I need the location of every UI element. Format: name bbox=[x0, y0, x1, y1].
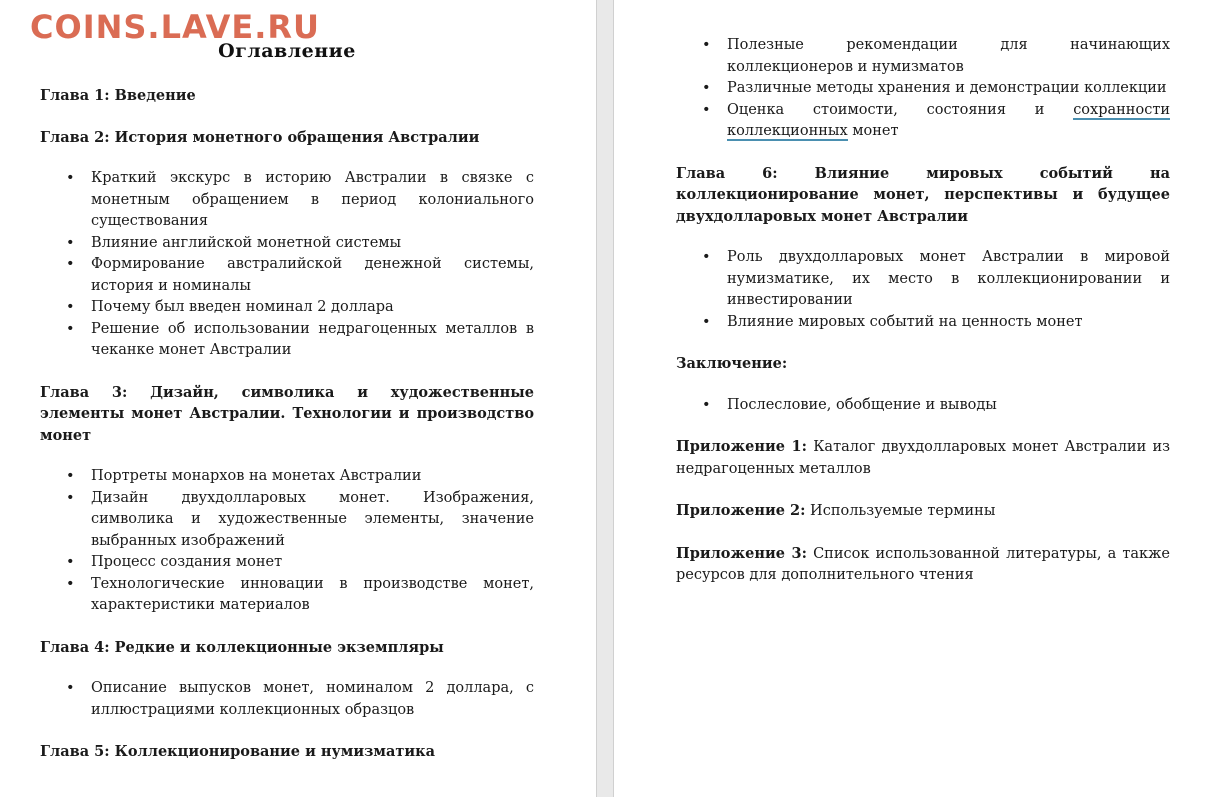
list-item: • Роль двухдолларовых монет Австралии в мировой нумизматике, их место в коллекционировании и инвестировании bbox=[727, 247, 1170, 312]
list-item bbox=[727, 100, 1170, 143]
list-item: • Влияние английской монетной системы bbox=[91, 233, 534, 255]
list-item: • Описание выпусков монет, номиналом 2 доллара, с иллюстрациями коллекционных образцов bbox=[91, 678, 534, 721]
document-title: Оглавление bbox=[218, 40, 356, 62]
appendix-1 bbox=[676, 436, 1170, 480]
list-item: • Формирование австралийской денежной системы, история и номиналы bbox=[91, 254, 534, 297]
list-item: • Полезные рекомендации для начинающих коллекционеров и нумизматов bbox=[727, 35, 1170, 78]
list-item-text: монет bbox=[852, 123, 899, 139]
list-item: • Почему был введен номинал 2 доллара bbox=[91, 297, 534, 319]
chapter-4-list bbox=[40, 678, 534, 721]
chapter-2-list bbox=[40, 168, 534, 362]
appendix-2 bbox=[676, 500, 1170, 523]
list-item: • Влияние мировых событий на ценность монет bbox=[727, 312, 1170, 334]
list-item: • Технологические инновации в производстве монет, характеристики материалов bbox=[91, 574, 534, 617]
left-page bbox=[0, 0, 596, 797]
list-item: • Краткий экскурс в историю Австралии в связке с монетным обращением в период колониального существования bbox=[91, 168, 534, 233]
appendix-2-label: Приложение 2: bbox=[676, 502, 806, 519]
chapter-1-heading: Глава 1: Введение bbox=[40, 87, 196, 104]
chapter-6-list bbox=[676, 247, 1170, 333]
list-item-text: Оценка стоимости, состояния и bbox=[727, 101, 1045, 118]
list-item: • Послесловие, обобщение и выводы bbox=[727, 395, 1170, 417]
chapter-5-list bbox=[676, 35, 1170, 143]
list-item: • Различные методы хранения и демонстрации коллекции bbox=[727, 78, 1170, 100]
conclusion-heading: Заключение: bbox=[676, 355, 788, 372]
appendix-1-label: Приложение 1: bbox=[676, 438, 808, 455]
right-page bbox=[614, 0, 1209, 797]
chapter-3-list bbox=[40, 466, 534, 617]
appendix-1-text: Каталог двухдолларовых монет Австралии из недрагоценных металлов bbox=[676, 439, 1171, 477]
list-item: • Процесс создания монет bbox=[91, 552, 534, 574]
chapter-2-heading: Глава 2: История монетного обращения Австралии bbox=[40, 128, 480, 146]
chapter-4-heading: Глава 4: Редкие и коллекционные экземпляры bbox=[40, 638, 444, 656]
appendix-2-text: Используемые термины bbox=[810, 503, 996, 519]
appendix-3-label: Приложение 3: bbox=[676, 544, 807, 562]
spellcheck-marked-text[interactable]: сохранности коллекционных bbox=[727, 101, 1171, 139]
appendix-3-text: Список использованной литературы, а также ресурсов для дополнительного чтения bbox=[676, 545, 1170, 583]
chapter-5-heading: Глава 5: Коллекционирование и нумизматика bbox=[40, 743, 435, 760]
list-item: • Портреты монархов на монетах Австралии bbox=[91, 466, 534, 488]
right-column bbox=[676, 35, 1170, 587]
page-gutter bbox=[596, 0, 614, 797]
list-item: • Дизайн двухдолларовых монет. Изображения, символика и художественные элементы, значение выбранных изображений bbox=[91, 488, 534, 553]
conclusion-list bbox=[676, 395, 1170, 417]
chapter-6-heading: Глава 6: Влияние мировых событий на коллекционирование монет, перспективы и будущее двухдолларовых монет Австралии bbox=[676, 164, 1170, 225]
chapter-3-heading: Глава 3: Дизайн, символика и художественные элементы монет Австралии. Технологии и производство монет bbox=[40, 383, 534, 444]
left-column bbox=[40, 85, 534, 763]
appendix-3 bbox=[676, 543, 1170, 587]
site-watermark: COINS.LAVE.RU bbox=[30, 8, 320, 46]
list-item: • Решение об использовании недрагоценных металлов в чеканке монет Австралии bbox=[91, 319, 534, 362]
